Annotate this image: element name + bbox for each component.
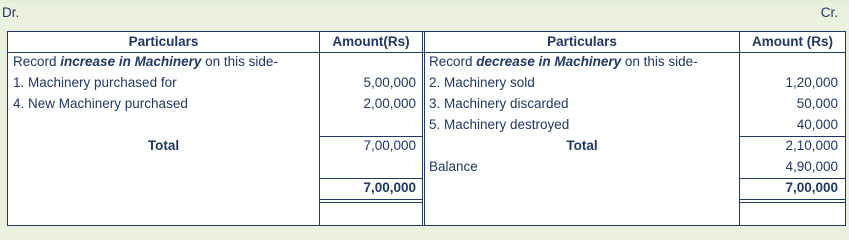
credit-label: Cr. (820, 5, 838, 20)
column-divider (424, 32, 425, 225)
grand-total-double-rule (319, 202, 423, 203)
column-divider (319, 32, 320, 225)
debit-grand-total: 7,00,000 (363, 180, 416, 195)
grand-total-double-rule (739, 202, 845, 203)
debit-amount-header: Amount(Rs) (332, 34, 410, 49)
debit-label: Dr. (2, 5, 20, 20)
credit-intro: Record decrease in Machinery on this side- (429, 54, 698, 69)
debit-row-particulars: 1. Machinery purchased for (13, 75, 177, 90)
header-underline (8, 52, 845, 53)
credit-row-particulars: 3. Machinery discarded (429, 96, 569, 111)
credit-particulars-header: Particulars (547, 34, 617, 49)
credit-total-amount: 2,10,000 (785, 138, 838, 153)
title-strip (0, 0, 849, 3)
column-divider (422, 32, 423, 225)
debit-row-amount: 5,00,000 (363, 75, 416, 90)
grand-total-double-rule (739, 199, 845, 200)
credit-total-label: Total (566, 138, 598, 153)
credit-grand-total: 7,00,000 (785, 180, 838, 195)
total-rule (319, 136, 423, 137)
debit-total-amount: 7,00,000 (363, 138, 416, 153)
credit-row-amount: 40,000 (796, 117, 838, 132)
total-rule (739, 136, 845, 137)
debit-particulars-header: Particulars (128, 34, 199, 49)
grand-total-rule (319, 178, 423, 179)
debit-intro: Record increase in Machinery on this side- (13, 54, 278, 69)
debit-row-amount: 2,00,000 (363, 96, 416, 111)
ledger-table (7, 31, 846, 226)
credit-row-particulars: 5. Machinery destroyed (429, 117, 570, 132)
credit-row-particulars: 2. Machinery sold (429, 75, 535, 90)
grand-total-double-rule (319, 199, 423, 200)
credit-amount-header: Amount (Rs) (752, 34, 833, 49)
credit-row-amount: 1,20,000 (785, 75, 838, 90)
debit-total-label: Total (147, 138, 180, 153)
grand-total-rule (739, 178, 845, 179)
credit-row-amount: 50,000 (796, 96, 838, 111)
debit-row-particulars: 4. New Machinery purchased (13, 96, 188, 111)
credit-balance-label: Balance (429, 159, 478, 174)
credit-balance-amount: 4,90,000 (785, 159, 838, 174)
